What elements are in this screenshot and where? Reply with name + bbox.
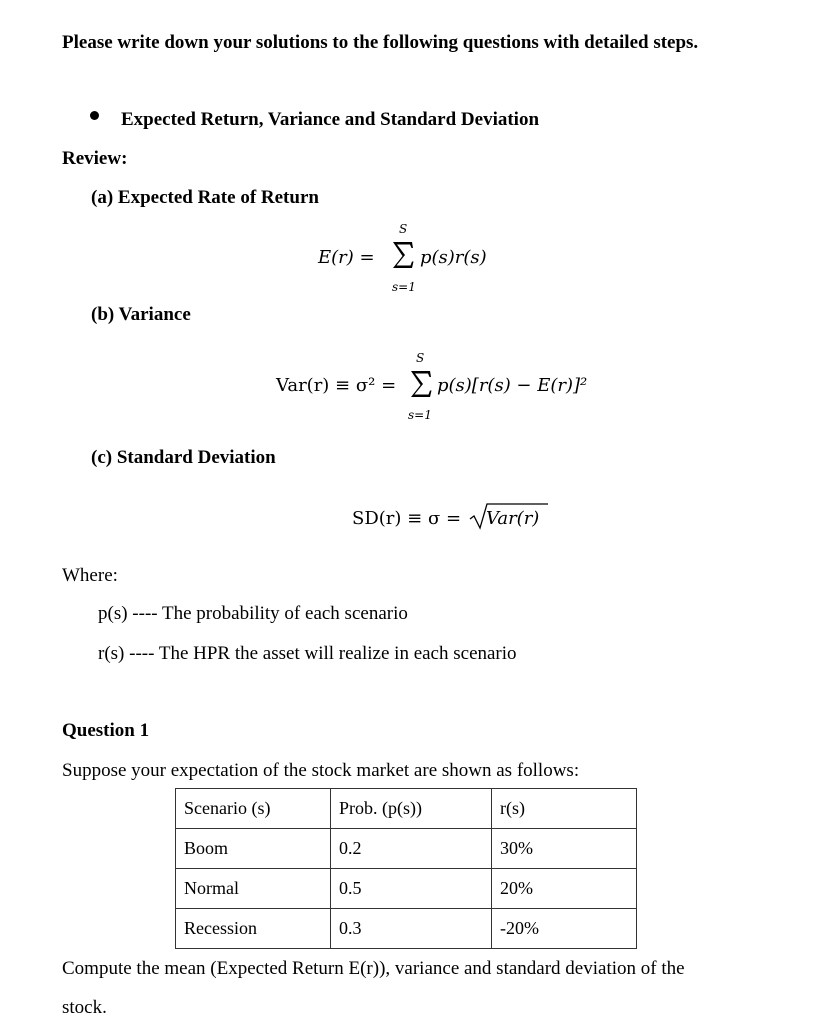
formula-a-upper-limit: S [399, 222, 408, 236]
table-cell: Boom [176, 829, 331, 869]
table-cell: 20% [492, 869, 637, 909]
topic-heading: Expected Return, Variance and Standard Deviation [121, 109, 540, 130]
instructions-heading: Please write down your solutions to the following questions with detailed steps. [62, 32, 699, 53]
table-cell: 0.5 [331, 869, 492, 909]
formula-a-lhs: E(r) = [318, 247, 375, 268]
formula-c-lhs: SD(r) ≡ σ = [352, 508, 462, 529]
summation-icon [391, 240, 415, 270]
table-cell: Normal [176, 869, 331, 909]
table-cell: 0.2 [331, 829, 492, 869]
table-cell: 30% [492, 829, 637, 869]
table-cell: 0.3 [331, 909, 492, 949]
table-header-cell: Prob. (p(s)) [331, 789, 492, 829]
review-label: Review: [62, 148, 128, 169]
table-row [176, 829, 637, 869]
section-a-heading: (a) Expected Rate of Return [91, 187, 319, 208]
formula-b-upper-limit: S [416, 351, 425, 365]
question-title: Question 1 [62, 720, 150, 741]
compute-instruction-continued: stock. [62, 997, 107, 1018]
table-header-row [176, 789, 637, 829]
bullet-icon [90, 111, 99, 120]
definition-ps: p(s) ---- The probability of each scenario [98, 603, 408, 624]
formula-b-body: p(s)[r(s) − E(r)]² [437, 375, 588, 396]
formula-b-lhs: Var(r) ≡ σ² = [276, 375, 397, 396]
formula-a-body: p(s)r(s) [420, 247, 487, 268]
summation-icon [409, 369, 433, 399]
where-label: Where: [62, 565, 118, 586]
formula-c-radicand: Var(r) [486, 508, 540, 529]
scenario-table [175, 788, 637, 949]
section-c-heading: (c) Standard Deviation [91, 447, 276, 468]
compute-instruction: Compute the mean (Expected Return E(r)), variance and standard deviation of the [62, 958, 685, 979]
table-row [176, 909, 637, 949]
definition-rs: r(s) ---- The HPR the asset will realize in each scenario [98, 643, 517, 664]
table-row [176, 869, 637, 909]
formula-a-lower-limit: s=1 [392, 280, 416, 294]
question-text: Suppose your expectation of the stock market are shown as follows: [62, 760, 580, 781]
table-cell: Recession [176, 909, 331, 949]
table-header-cell: r(s) [492, 789, 637, 829]
formula-b-lower-limit: s=1 [408, 408, 432, 422]
table-header-cell: Scenario (s) [176, 789, 331, 829]
table-cell: -20% [492, 909, 637, 949]
section-b-heading: (b) Variance [91, 304, 191, 325]
